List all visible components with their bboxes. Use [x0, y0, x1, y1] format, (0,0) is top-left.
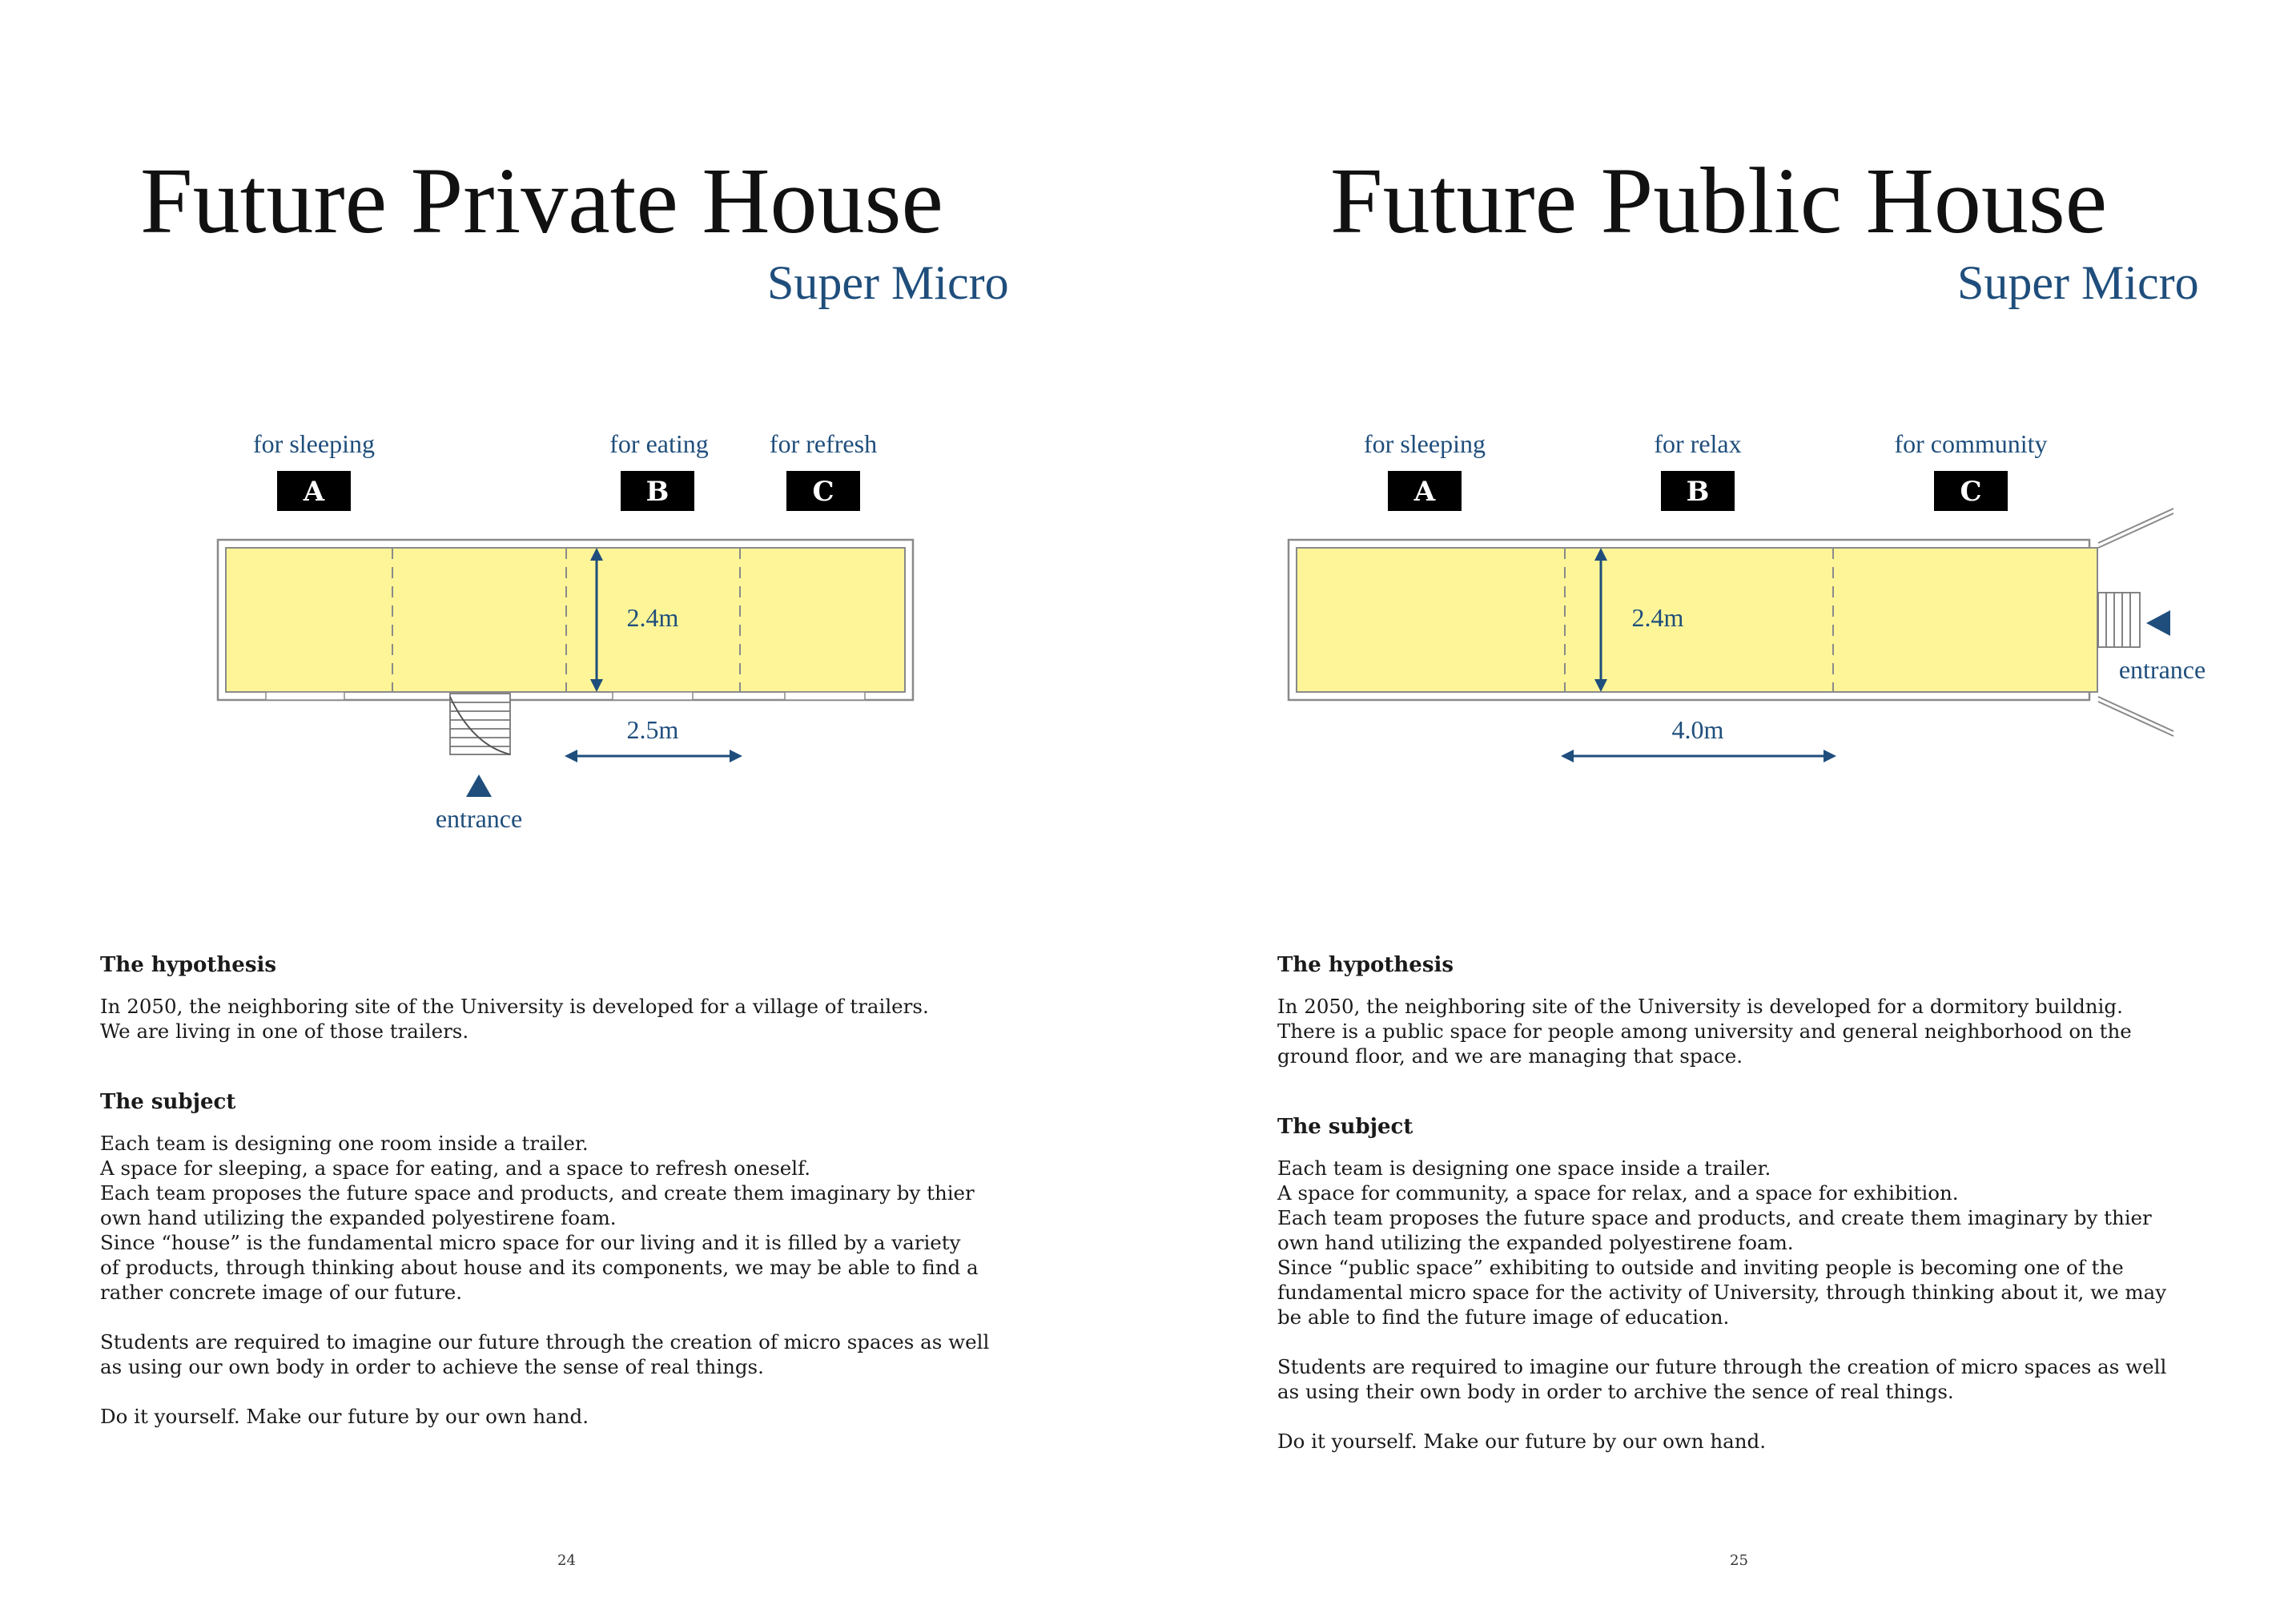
zone-label-b: for eating — [609, 429, 709, 458]
zone-badge-a-letter: A — [1413, 476, 1436, 508]
zone-badge-c-letter: C — [1960, 476, 1982, 508]
entrance-arrow-icon — [2146, 610, 2170, 636]
width-dimension-arrow — [565, 750, 742, 762]
page-number: 24 — [557, 1552, 576, 1569]
zone-label-c: for community — [1894, 429, 2048, 458]
floor-plan-public — [1148, 0, 2296, 881]
zone-badge-b-letter: B — [645, 476, 669, 508]
zone-label-c: for refresh — [769, 429, 878, 458]
subject-heading: The subject — [100, 1090, 236, 1114]
trailer-outline — [1289, 509, 2173, 736]
entrance-label: entrance — [435, 804, 523, 833]
page-title: Future Private House — [140, 148, 943, 253]
width-dimension-label: 2.5m — [626, 715, 679, 744]
hypothesis-heading: The hypothesis — [1277, 953, 1454, 977]
width-dimension-label: 4.0m — [1671, 715, 1724, 744]
right-page — [1148, 0, 2296, 1621]
trailer-outline — [218, 540, 913, 700]
hypothesis-heading: The hypothesis — [100, 953, 276, 977]
entrance-label: entrance — [2118, 655, 2206, 684]
width-dimension-arrow — [1561, 750, 1836, 762]
zone-label-a: for sleeping — [1364, 429, 1486, 458]
zone-badge-b-letter: B — [1686, 476, 1710, 508]
hypothesis-text: In 2050, the neighboring site of the University is developed for a village of trailers. We are living in one of those trailers. — [100, 995, 929, 1043]
body-text — [1277, 953, 2254, 1454]
body-text — [100, 953, 1077, 1429]
zone-badge-a-letter: A — [303, 476, 325, 508]
page-title: Future Public House — [1330, 148, 2108, 253]
subject-paragraph-2: Students are required to imagine our future through the creation of micro spaces as well as using our own body in order to achieve the sense of real things. — [100, 1330, 990, 1378]
entrance-arrow-icon — [466, 774, 492, 797]
zone-label-b: for relax — [1654, 429, 1742, 458]
subject-heading: The subject — [1277, 1115, 1413, 1139]
floor-plan-private — [0, 0, 1148, 881]
subject-paragraph-3: Do it yourself. Make our future by our own hand. — [100, 1405, 589, 1428]
zone-label-a: for sleeping — [253, 429, 375, 458]
subject-paragraph-3: Do it yourself. Make our future by our own hand. — [1277, 1430, 1766, 1453]
height-dimension-label: 2.4m — [626, 603, 679, 632]
height-dimension-label: 2.4m — [1631, 603, 1684, 632]
hypothesis-text: In 2050, the neighboring site of the University is developed for a dormitory buildnig. There is a public space for people among university and general neighborhood on the ground floor, and we are managing that space. — [1277, 995, 2132, 1068]
entrance-stairs — [450, 694, 510, 754]
page-number: 25 — [1730, 1552, 1748, 1569]
page-subtitle: Super Micro — [767, 256, 1009, 309]
page-subtitle: Super Micro — [1957, 256, 2199, 309]
zone-badge-c-letter: C — [812, 476, 834, 508]
subject-paragraph-1: Each team is designing one space inside a trailer. A space for community, a space for relax, and a space for exhibition. Each team proposes the future space and products, and create them imaginary by thier own hand utilizing the expanded polyestirene foam. Since “public space” exhibiting to outside and inviting people is becoming one of the fundamental micro space for the activity of University, through thinking about it, we may be able to find the future image of education. — [1277, 1156, 2167, 1329]
subject-paragraph-1: Each team is designing one room inside a trailer. A space for sleeping, a space for eating, and a space to refresh oneself. Each team proposes the future space and products, and create them imaginary by thier own hand utilizing the expanded polyestirene foam. Since “house” is the fundamental micro space for our living and it is filled by a variety of products, through thinking about house and its components, we may be able to find a rather concrete image of our future. — [100, 1132, 979, 1304]
subject-paragraph-2: Students are required to imagine our future through the creation of micro spaces as well as using their own body in order to archive the sence of real things. — [1277, 1355, 2167, 1403]
entrance-stairs — [2098, 593, 2140, 647]
